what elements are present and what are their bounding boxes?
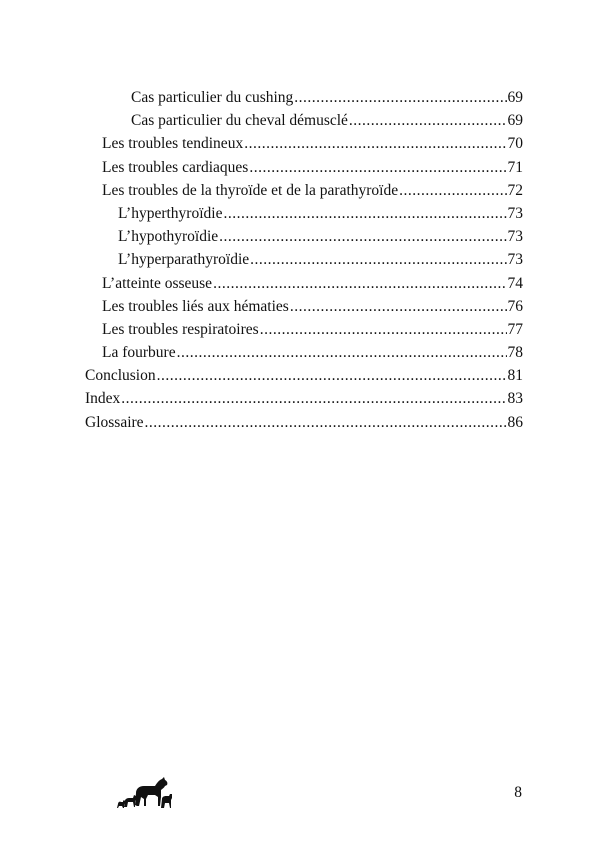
toc-entry-page: 73 — [507, 228, 523, 246]
toc-dot-leader — [223, 202, 506, 225]
toc-entry[interactable] — [85, 272, 523, 295]
toc-entry[interactable] — [85, 364, 523, 387]
toc-dot-leader — [157, 364, 507, 387]
toc-entry-title: Cas particulier du cheval démusclé — [131, 112, 348, 130]
toc-entry[interactable] — [85, 179, 523, 202]
toc-entry[interactable] — [85, 225, 523, 248]
toc-entry[interactable] — [85, 109, 523, 132]
toc-entry-title: La fourbure — [102, 344, 176, 362]
toc-entry-page: 74 — [507, 274, 523, 292]
toc-dot-leader — [399, 179, 506, 202]
toc-entry-title: L’hypothyroïdie — [118, 228, 219, 246]
toc-entry-title: Les troubles tendineux — [102, 135, 244, 153]
toc-entry[interactable] — [85, 411, 523, 434]
animals-silhouette-icon — [115, 775, 173, 809]
toc-entry-title: Conclusion — [85, 367, 156, 385]
toc-entry[interactable] — [85, 341, 523, 364]
page-number: 8 — [514, 784, 522, 801]
toc-dot-leader — [145, 411, 507, 434]
toc-entry-title: Les troubles liés aux hématies — [102, 297, 289, 315]
toc-dot-leader — [219, 225, 506, 248]
toc-entry-page: 69 — [507, 112, 523, 130]
toc-entry-page: 71 — [507, 158, 523, 176]
table-of-contents — [85, 86, 523, 434]
toc-entry-page: 77 — [507, 320, 523, 338]
toc-dot-leader — [249, 156, 506, 179]
toc-dot-leader — [349, 109, 507, 132]
toc-entry-title: Index — [85, 390, 121, 408]
toc-entry-title: L’hyperparathyroïdie — [118, 251, 250, 269]
toc-dot-leader — [213, 272, 506, 295]
toc-entry-title: L’hyperthyroïdie — [118, 204, 223, 222]
toc-entry-page: 83 — [507, 390, 523, 408]
toc-entry-title: Glossaire — [85, 413, 144, 431]
toc-dot-leader — [294, 86, 506, 109]
toc-entry[interactable] — [85, 156, 523, 179]
toc-dot-leader — [250, 248, 506, 271]
toc-entry[interactable] — [85, 248, 523, 271]
toc-dot-leader — [290, 295, 507, 318]
toc-dot-leader — [177, 341, 507, 364]
toc-entry-page: 70 — [507, 135, 523, 153]
toc-entry[interactable] — [85, 318, 523, 341]
toc-entry-page: 78 — [507, 344, 523, 362]
toc-entry-title: Les troubles de la thyroïde et de la parathyroïde — [102, 181, 399, 199]
toc-entry-title: Les troubles cardiaques — [102, 158, 249, 176]
toc-entry-page: 76 — [507, 297, 523, 315]
toc-entry-page: 69 — [507, 89, 523, 106]
toc-dot-leader — [244, 132, 506, 155]
toc-entry[interactable] — [85, 295, 523, 318]
toc-entry-page: 73 — [507, 204, 523, 222]
toc-entry-page: 81 — [507, 367, 523, 385]
toc-entry[interactable] — [85, 132, 523, 155]
toc-entry-page: 72 — [507, 181, 523, 199]
toc-entry-title: L’atteinte osseuse — [102, 274, 213, 292]
toc-entry-page: 86 — [507, 413, 523, 431]
toc-entry[interactable] — [85, 202, 523, 225]
toc-dot-leader — [260, 318, 507, 341]
toc-entry-title: Les troubles respiratoires — [102, 320, 259, 338]
toc-entry-page: 73 — [507, 251, 523, 269]
toc-entry[interactable] — [85, 387, 523, 410]
toc-entry-title: Cas particulier du cushing — [131, 89, 294, 106]
toc-entry[interactable] — [85, 86, 523, 109]
toc-dot-leader — [121, 387, 506, 410]
